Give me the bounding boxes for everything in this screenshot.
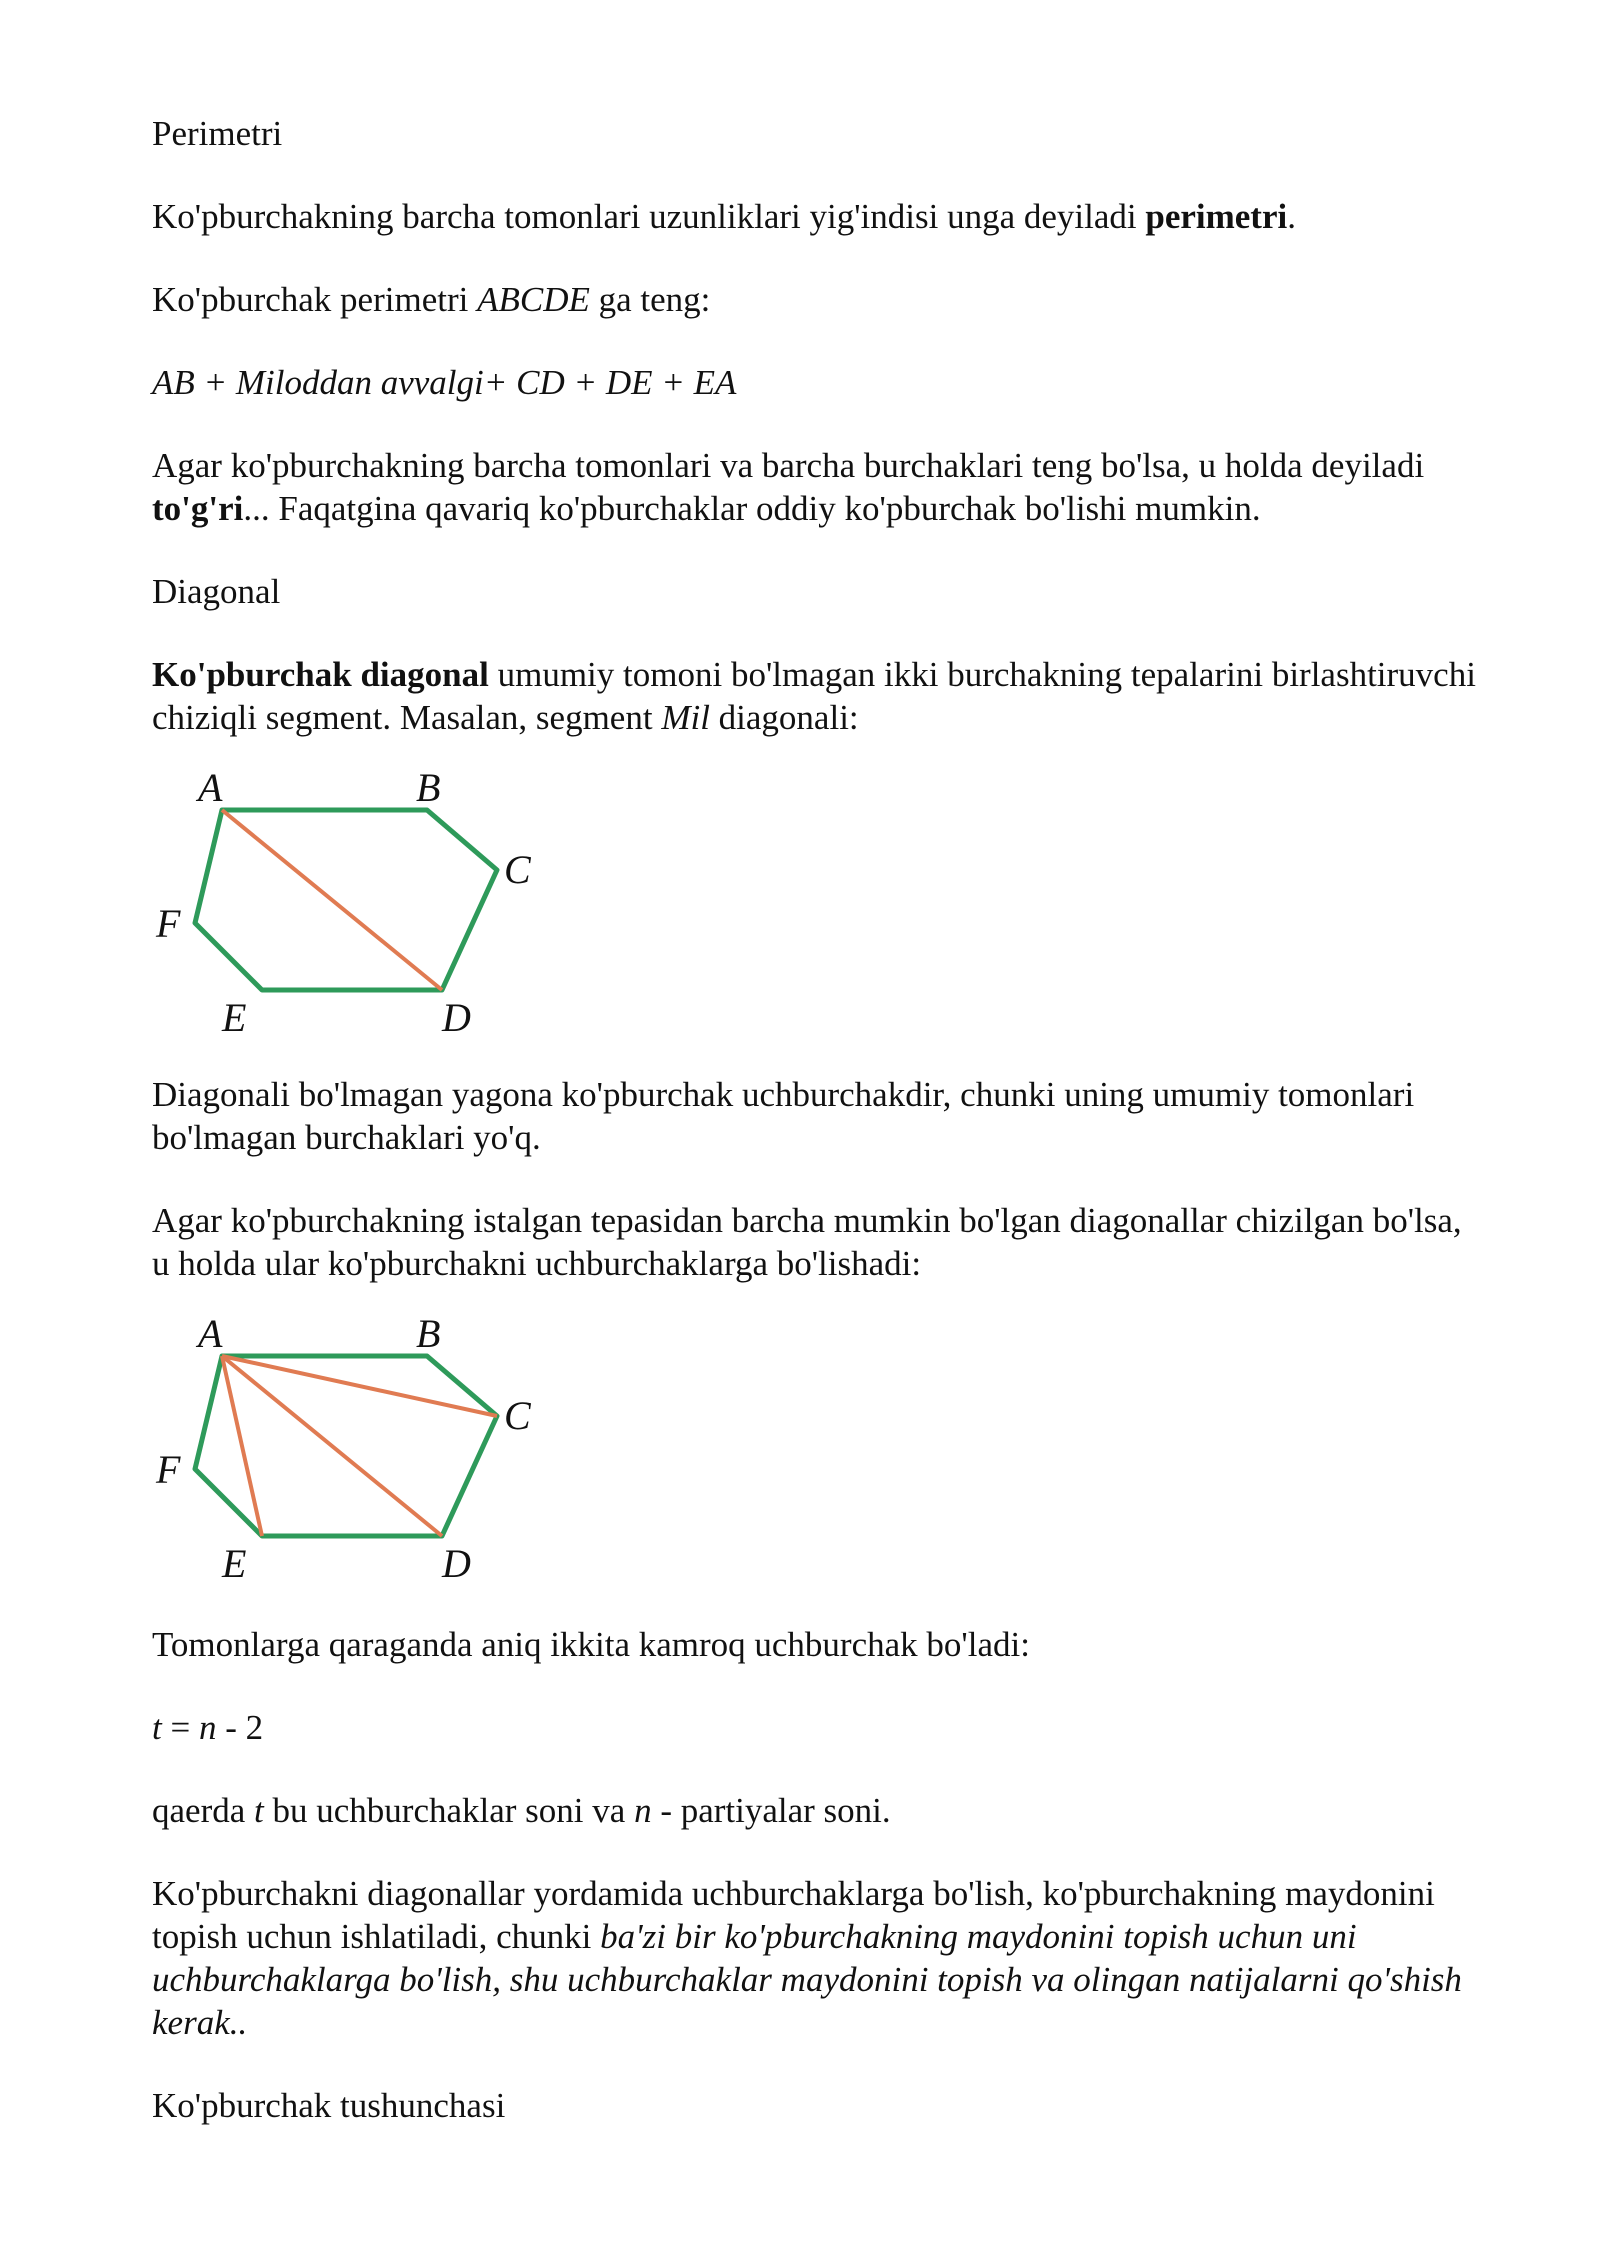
vertex-label-f: F bbox=[156, 1447, 181, 1492]
vertex-label-d: D bbox=[442, 1541, 471, 1586]
vertex-label-c: C bbox=[504, 1393, 531, 1438]
diagonal-definition: Ko'pburchak diagonal umumiy tomoni bo'lmagan ikki burchakning tepalarini birlashtiruvchi chiziqli segment. Masalan, segment Mil diagonali: bbox=[152, 655, 1476, 737]
vertex-label-f: F bbox=[156, 901, 181, 946]
section-heading-diagonal: Diagonal bbox=[152, 572, 281, 611]
vertex-label-b: B bbox=[416, 1311, 441, 1356]
section-heading-concept: Ko'pburchak tushunchasi bbox=[152, 2086, 506, 2125]
vertex-label-e: E bbox=[222, 995, 247, 1040]
perimeter-intro: Ko'pburchak perimetri ABCDE ga teng: bbox=[152, 280, 711, 319]
section-heading-perimeter: Perimetri bbox=[152, 114, 283, 153]
vertex-label-a: A bbox=[198, 1311, 223, 1356]
triangle-count-paragraph: Tomonlarga qaraganda aniq ikkita kamroq uchburchak bo'ladi: bbox=[152, 1625, 1030, 1664]
vertex-label-b: B bbox=[416, 765, 441, 810]
area-method-paragraph: Ko'pburchakni diagonallar yordamida uchburchaklarga bo'lish, ko'pburchakning maydonini topish uchun ishlatiladi, chunki ba'zi bir ko'pburchakning maydonini topish uchun uni uchburchaklarga bo'lish, shu uchburchaklar maydonini topish va olingan natijalarni qo'shish kerak.. bbox=[152, 1874, 1462, 2042]
triangulation-paragraph: Agar ko'pburchakning istalgan tepasidan barcha mumkin bo'lgan diagonallar chizilgan bo'lsa, u holda ular ko'pburchakni uchburchaklarga bo'lishadi: bbox=[152, 1201, 1462, 1283]
hexagon-outline bbox=[195, 810, 497, 990]
diagonal-ad bbox=[222, 810, 442, 990]
term-togri: to'g'ri bbox=[152, 489, 244, 528]
term-diagonal: Ko'pburchak diagonal bbox=[152, 655, 489, 694]
vertex-label-e: E bbox=[222, 1541, 247, 1586]
vertex-label-a: A bbox=[198, 765, 223, 810]
hexagon-all-diagonals-figure bbox=[152, 1311, 572, 1601]
segment-name: Mil bbox=[661, 698, 710, 737]
vertex-label-d: D bbox=[442, 995, 471, 1040]
perimeter-definition: Ko'pburchakning barcha tomonlari uzunliklari yig'indisi unga deyiladi perimetri. bbox=[152, 197, 1296, 236]
hexagon-single-diagonal-figure bbox=[152, 765, 572, 1055]
triangle-count-formula: t = n - 2 bbox=[152, 1708, 264, 1747]
regular-polygon-paragraph: Agar ko'pburchakning barcha tomonlari va barcha burchaklari teng bo'lsa, u holda deyiladi to'g'ri... Faqatgina qavariq ko'pburchaklar oddiy ko'pburchak bo'lishi mumkin. bbox=[152, 446, 1425, 528]
vertex-label-c: C bbox=[504, 847, 531, 892]
term-perimetri: perimetri bbox=[1145, 197, 1288, 236]
diagonal-ac bbox=[222, 1356, 497, 1416]
polygon-name: ABCDE bbox=[477, 280, 590, 319]
perimeter-formula: AB + Miloddan avvalgi+ CD + DE + EA bbox=[152, 363, 737, 402]
formula-explanation: qaerda t bu uchburchaklar soni va n - partiyalar soni. bbox=[152, 1791, 891, 1830]
document-page bbox=[152, 112, 1482, 2127]
triangle-no-diagonal-paragraph: Diagonali bo'lmagan yagona ko'pburchak uchburchakdir, chunki uning umumiy tomonlari bo'lmagan burchaklari yo'q. bbox=[152, 1075, 1415, 1157]
